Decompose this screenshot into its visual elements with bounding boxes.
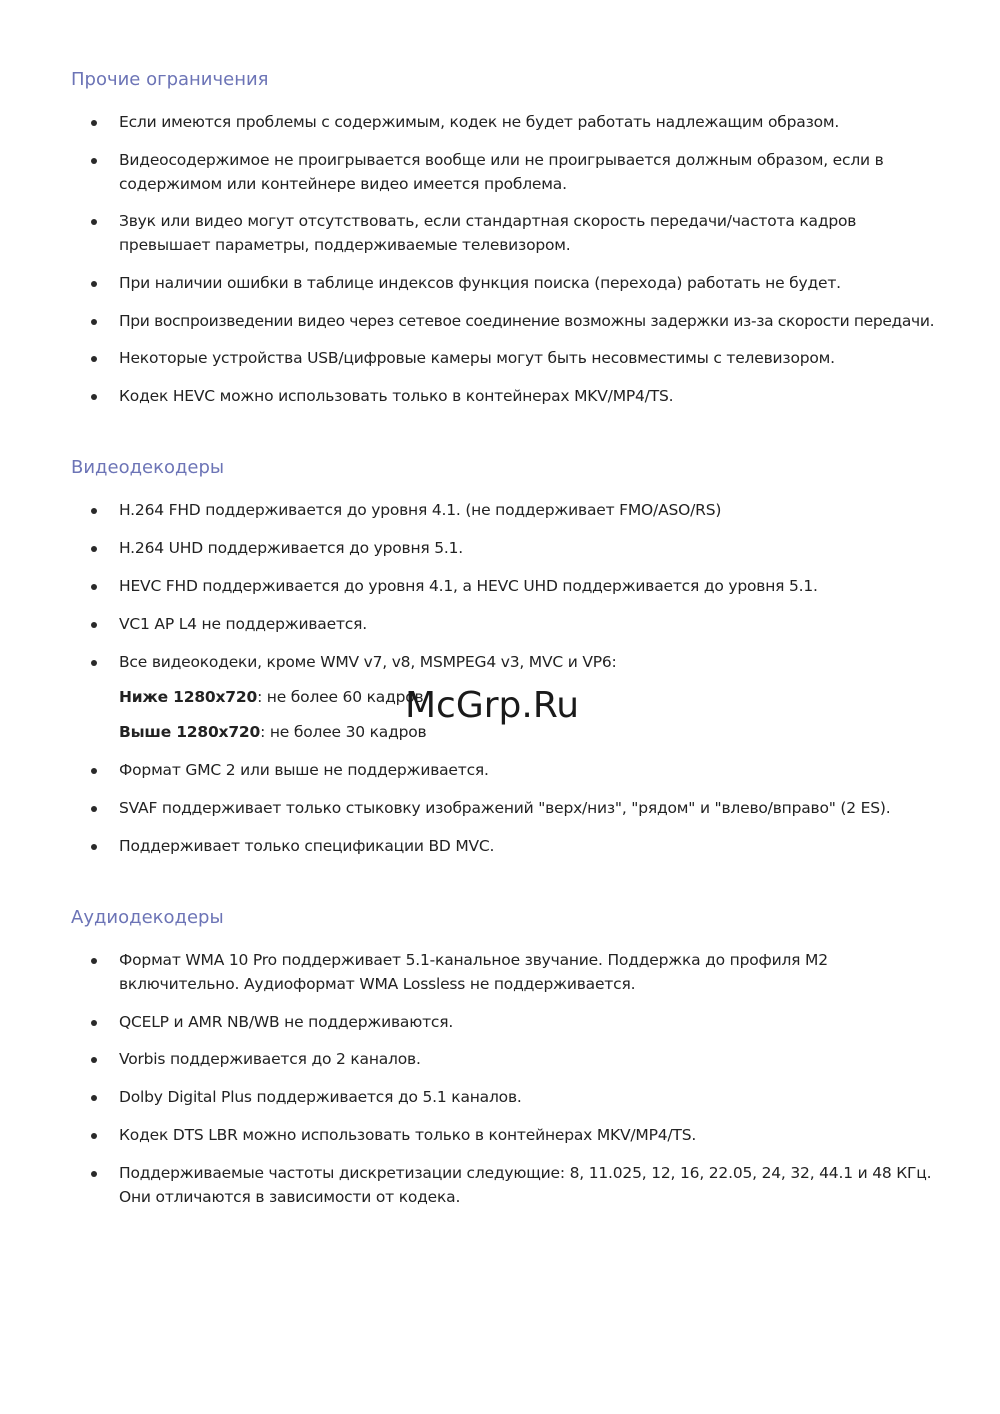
bullet-icon xyxy=(91,120,97,126)
bullet-icon xyxy=(91,319,97,325)
section-heading: Аудиодекодеры xyxy=(71,907,224,928)
bullet-icon xyxy=(91,1057,97,1063)
list-item-text: Кодек HEVC можно использовать только в контейнерах MKV/MP4/TS. xyxy=(119,387,674,405)
frame-limit-label: Ниже 1280x720 xyxy=(119,688,258,706)
bullet-icon xyxy=(91,508,97,514)
list-item-text: Dolby Digital Plus поддерживается до 5.1 каналов. xyxy=(119,1088,522,1106)
list-item-text: QCELP и AMR NB/WB не поддерживаются. xyxy=(119,1013,454,1031)
list-item-text: При наличии ошибки в таблице индексов функция поиска (перехода) работать не будет. xyxy=(119,274,841,292)
bullet-icon xyxy=(91,806,97,812)
watermark: McGrp.Ru xyxy=(405,685,580,726)
section-heading: Видеодекодеры xyxy=(71,457,225,478)
bullet-icon xyxy=(91,958,97,964)
bullet-icon xyxy=(91,281,97,287)
bullet-icon xyxy=(91,768,97,774)
list-item-text: Звук или видео могут отсутствовать, если стандартная скорость передачи/частота кадров превышает параметры, поддерживаемые телевизором. xyxy=(119,212,857,254)
list-item-text: Некоторые устройства USB/цифровые камеры могут быть несовместимы с телевизором. xyxy=(119,349,835,367)
list-item-text: Поддерживает только спецификации BD MVC. xyxy=(119,837,495,855)
bullet-icon xyxy=(91,844,97,850)
bullet-icon xyxy=(91,1171,97,1177)
list-item-text: Видеосодержимое не проигрывается вообще или не проигрывается должным образом, если в содержимом или контейнере видео имеется проблема. xyxy=(119,151,884,193)
frame-limit-label: Выше 1280x720 xyxy=(119,723,261,741)
section-heading: Прочие ограничения xyxy=(71,69,269,90)
bullet-icon xyxy=(91,1020,97,1026)
list-item-text: Формат WMA 10 Pro поддерживает 5.1-канальное звучание. Поддержка до профиля M2 включительно. Аудиоформат WMA Lossless не поддерживается. xyxy=(119,951,828,993)
list-item-text: Vorbis поддерживается до 2 каналов. xyxy=(119,1050,421,1068)
bullet-icon xyxy=(91,546,97,552)
list-item-text: VC1 AP L4 не поддерживается. xyxy=(119,615,367,633)
bullet-icon xyxy=(91,394,97,400)
list-item-text: Все видеокодеки, кроме WMV v7, v8, MSMPEG4 v3, MVC и VP6: xyxy=(119,653,617,671)
list-item-text: При воспроизведении видео через сетевое соединение возможны задержки из-за скорости передачи. xyxy=(119,312,935,330)
list-item-text: Кодек DTS LBR можно использовать только в контейнерах MKV/MP4/TS. xyxy=(119,1126,697,1144)
bullet-icon xyxy=(91,1133,97,1139)
bullet-icon xyxy=(91,1095,97,1101)
frame-limit-value: : не более 60 кадров xyxy=(257,688,424,706)
list-item-text: Если имеются проблемы с содержимым, кодек не будет работать надлежащим образом. xyxy=(119,113,840,131)
bullet-icon xyxy=(91,622,97,628)
bullet-icon xyxy=(91,584,97,590)
frame-limit-text xyxy=(119,685,423,709)
list-item-text: SVAF поддерживает только стыковку изображений "верх/низ", "рядом" и "влево/вправо" (2 ES). xyxy=(119,799,891,817)
frame-limit-text xyxy=(119,720,426,744)
list-item-text: Поддерживаемые частоты дискретизации следующие: 8, 11.025, 12, 16, 22.05, 24, 32, 44.1 и 48 КГц. Они отличаются в зависимости от кодека. xyxy=(119,1164,932,1206)
bullet-icon xyxy=(91,660,97,666)
list-item-text: HEVC FHD поддерживается до уровня 4.1, а HEVC UHD поддерживается до уровня 5.1. xyxy=(119,577,818,595)
bullet-icon xyxy=(91,219,97,225)
bullet-icon xyxy=(91,158,97,164)
list-item-text: H.264 FHD поддерживается до уровня 4.1. (не поддерживает FMO/ASO/RS) xyxy=(119,501,722,519)
list-item-text: Формат GMC 2 или выше не поддерживается. xyxy=(119,761,489,779)
bullet-icon xyxy=(91,356,97,362)
frame-limit-value: : не более 30 кадров xyxy=(260,723,427,741)
list-item-text: H.264 UHD поддерживается до уровня 5.1. xyxy=(119,539,464,557)
